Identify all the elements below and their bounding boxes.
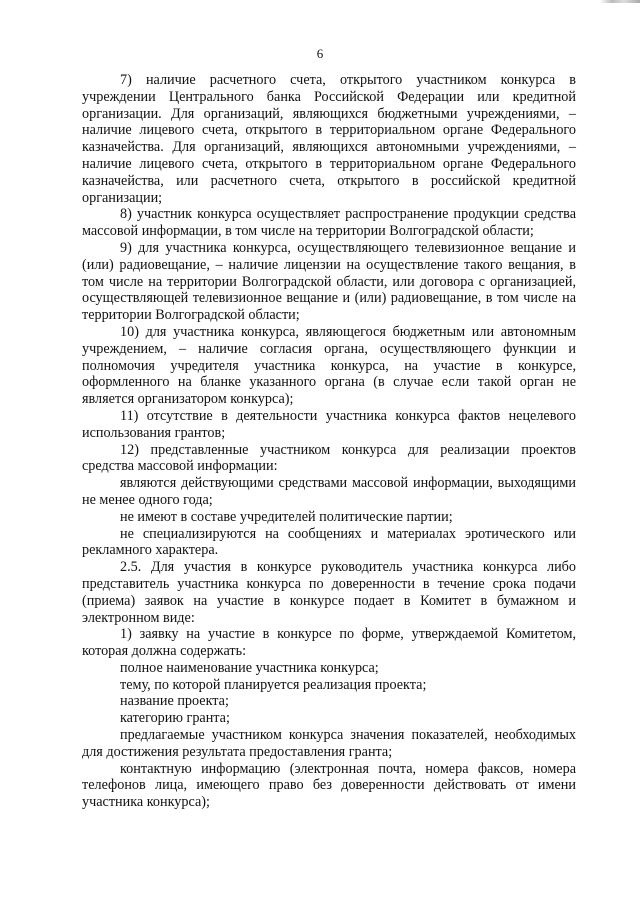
scan-mark: [600, 0, 640, 3]
paragraph-grant-category: категорию гранта;: [120, 710, 230, 727]
paragraph-contact-info: контактную информацию (электронная почта, номера факсов, номера телефонов лица, имеющего право без доверенности действовать от имени участника конкурса);: [82, 760, 576, 811]
document-body: [82, 72, 576, 811]
paragraph-item-12: 12) представленные участником конкурса для реализации проектов средства массовой информации:: [82, 441, 576, 475]
paragraph-media-no-erotic: не специализируются на сообщениях и материалах эротического или рекламного характера.: [82, 525, 576, 559]
paragraph-application: 1) заявку на участие в конкурсе по форме, утверждаемой Комитетом, которая должна содержать:: [82, 626, 576, 660]
page-number: 6: [316, 46, 324, 61]
paragraph-item-11: 11) отсутствие в деятельности участника конкурса фактов нецелевого использования грантов;: [82, 407, 576, 441]
paragraph-item-8: 8) участник конкурса осуществляет распространение продукции средства массовой информации, в том числе на территории Волгоградской области;: [82, 206, 576, 240]
paragraph-item-7: 7) наличие расчетного счета, открытого участником конкурса в учреждении Центрального банка Российской Федерации или кредитной организации. Для организаций, являющихся бюджетными учреждениями, – наличие лицевого счета, открытого в территориальном органе Федерального казначейства. Для организаций, являющихся автономными учреждениями, – наличие лицевого счета, открытого в территориальном органе Федерального казначейства, или расчетного счета, открытого в российской кредитной организации;: [82, 72, 576, 206]
paragraph-section-2-5: 2.5. Для участия в конкурсе руководитель участника конкурса либо представитель участника конкурса по доверенности в течение срока подачи (приема) заявок на участие в конкурсе подает в Комитет в бумажном и электронном виде:: [82, 559, 576, 626]
paragraph-full-name: полное наименование участника конкурса;: [120, 659, 379, 676]
paragraph-indicators: предлагаемые участником конкурса значения показателей, необходимых для достижения результата предоставления гранта;: [82, 727, 576, 760]
paragraph-media-active: являются действующими средствами массовой информации, выходящими не менее одного года;: [82, 475, 576, 508]
paragraph-item-10: 10) для участника конкурса, являющегося бюджетным или автономным учреждением, – наличие согласия органа, осуществляющего функции и полномочия учредителя участника конкурса, на участие в конкурсе, оформленного на бланке указанного органа (в случае если такой орган не является организатором конкурса);: [82, 323, 576, 408]
paragraph-item-9: 9) для участника конкурса, осуществляющего телевизионное вещание и (или) радиовещание, – наличие лицензии на осуществление такого вещания, в том числе на территории Волгоградской области, или договора с организацией, осуществляющей телевизионное вещание и (или) радиовещание, в том числе на территории Волгоградской области;: [82, 239, 576, 324]
paragraph-topic: тему, по которой планируется реализация проекта;: [120, 676, 427, 693]
paragraph-project-name: название проекта;: [120, 693, 229, 710]
paragraph-media-no-parties: не имеют в составе учредителей политические партии;: [120, 508, 453, 525]
